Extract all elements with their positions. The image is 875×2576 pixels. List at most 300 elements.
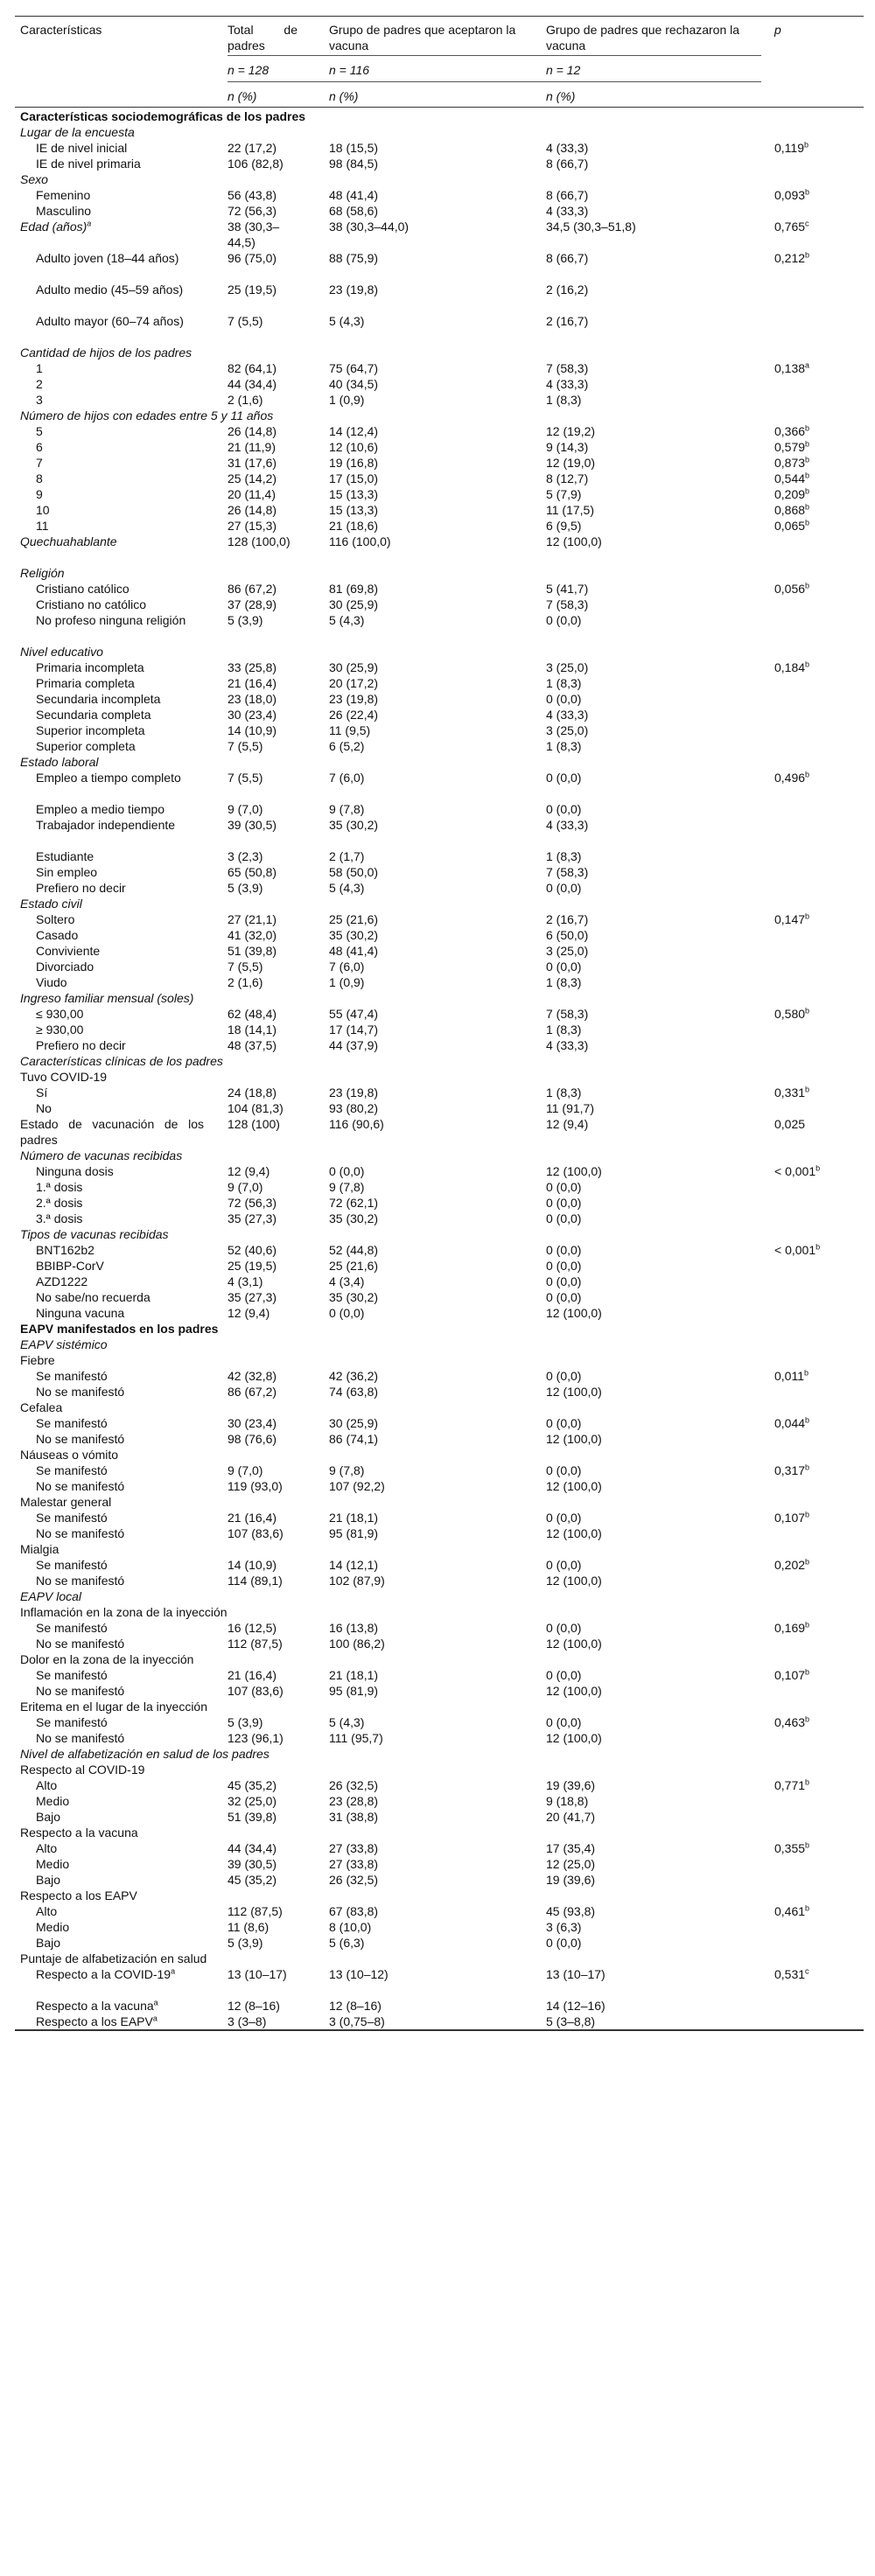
table-row [15, 738, 864, 754]
total-value: 5 (3,9) [228, 613, 263, 627]
rejected-value: 19 (39,6) [546, 1873, 596, 1887]
rejected-value: 12 (100,0) [546, 1574, 602, 1588]
accepted-value: 9 (7,8) [329, 1180, 365, 1194]
table-row [15, 691, 864, 707]
total-value: 123 (96,1) [228, 1731, 284, 1745]
row-label: Eritema en el lugar de la inyección [20, 1700, 208, 1714]
table-row [15, 1699, 864, 1714]
table-body [15, 108, 864, 2029]
table-row [15, 581, 864, 597]
total-value: 9 (7,0) [228, 802, 263, 816]
accepted-value: 31 (38,8) [329, 1810, 379, 1824]
total-value: 21 (16,4) [228, 1668, 277, 1682]
row-label: Se manifestó [36, 1463, 108, 1477]
footnote-marker: a [805, 360, 810, 370]
table-row [15, 1636, 864, 1651]
table-row [15, 1903, 864, 1919]
table-row [15, 534, 864, 565]
total-value: 107 (83,6) [228, 1526, 284, 1540]
rejected-value: 6 (9,5) [546, 519, 582, 533]
characteristics-table [15, 16, 864, 2031]
row-label: Respecto a la vacuna$^a$ [36, 1998, 158, 2013]
row-label: 7 [36, 456, 43, 470]
rejected-value: 4 (33,3) [546, 818, 589, 832]
row-label: Primaria incompleta [36, 660, 144, 674]
accepted-value: 30 (25,9) [329, 1416, 379, 1430]
p-value: 0,056$^b$ [774, 581, 810, 596]
table-row [15, 187, 864, 203]
row-label: Bajo [36, 1936, 61, 1950]
table-row [15, 2014, 864, 2029]
rejected-value: 34,5 (30,3–51,8) [546, 220, 636, 234]
row-label: 10 [36, 503, 50, 517]
row-label: 9 [36, 487, 43, 501]
p-value: 0,461$^b$ [774, 1903, 810, 1918]
row-label: Se manifestó [36, 1715, 108, 1729]
footnote-marker: c [805, 219, 809, 228]
accepted-value: 0 (0,0) [329, 1164, 365, 1178]
footnote-marker: b [805, 1557, 810, 1567]
row-label: Náuseas o vómito [20, 1448, 119, 1462]
accepted-value: 88 (75,9) [329, 251, 379, 265]
total-value: 96 (75,0) [228, 251, 277, 265]
rejected-value: 0 (0,0) [546, 692, 582, 706]
accepted-value: 86 (74,1) [329, 1432, 379, 1446]
total-value: 86 (67,2) [228, 582, 277, 596]
rejected-value: 1 (8,3) [546, 975, 582, 989]
rejected-value: 8 (66,7) [546, 157, 589, 171]
table-row [15, 219, 864, 250]
row-label: Estado civil [20, 897, 82, 911]
accepted-value: 52 (44,8) [329, 1243, 379, 1257]
total-value: 51 (39,8) [228, 944, 277, 958]
p-value: 0,209$^b$ [774, 486, 810, 501]
rejected-value: 0 (0,0) [546, 1511, 582, 1525]
row-label: Empleo a medio tiempo [36, 802, 165, 816]
total-value: 107 (83,6) [228, 1684, 284, 1698]
table-row [15, 1195, 864, 1211]
table-row [15, 1211, 864, 1226]
rejected-value: 3 (25,0) [546, 944, 589, 958]
total-value: 37 (28,9) [228, 597, 277, 611]
total-value: 25 (19,5) [228, 1259, 277, 1273]
table-row [15, 1163, 864, 1179]
rejected-value: 12 (19,0) [546, 456, 596, 470]
rejected-value: 12 (9,4) [546, 1117, 589, 1131]
total-value: 45 (35,2) [228, 1873, 277, 1887]
table-row [15, 1825, 864, 1840]
row-label: Primaria completa [36, 676, 135, 690]
row-label: No se manifestó [36, 1432, 125, 1446]
row-label: Masculino [36, 204, 92, 218]
accepted-value: 12 (8–16) [329, 1999, 382, 2013]
total-value: 104 (81,3) [228, 1101, 284, 1115]
total-value: 5 (3,9) [228, 1936, 263, 1950]
total-value: 3 (2,3) [228, 849, 263, 863]
row-label: Quechuahablante [20, 534, 117, 548]
total-value: 39 (30,5) [228, 818, 277, 832]
accepted-value: 111 (95,7) [329, 1731, 383, 1745]
p-value: 0,868$^b$ [774, 502, 810, 517]
header-n-accepted: n = 116 [329, 63, 370, 77]
table-row [15, 1888, 864, 1903]
row-label: Cefalea [20, 1400, 63, 1414]
row-label: Mialgia [20, 1542, 60, 1556]
row-label: Edad (años)$^a$ [20, 219, 92, 234]
table-row [15, 754, 864, 770]
row-label: BNT162b2 [36, 1243, 94, 1257]
accepted-value: 35 (30,2) [329, 818, 379, 832]
total-value: 82 (64,1) [228, 361, 277, 375]
accepted-value: 17 (15,0) [329, 471, 379, 485]
footnote-marker: b [805, 518, 810, 527]
table-row [15, 1321, 864, 1337]
rejected-value: 0 (0,0) [546, 1259, 582, 1273]
table-row [15, 880, 864, 896]
accepted-value: 5 (4,3) [329, 881, 365, 895]
row-label: Nivel de alfabetización en salud de los padres [20, 1747, 270, 1761]
rejected-value: 9 (18,8) [546, 1794, 589, 1808]
row-label: No [36, 1101, 52, 1115]
row-label: Adulto joven (18–44 años) [36, 251, 179, 265]
accepted-value: 5 (4,3) [329, 613, 365, 627]
header-accepted: Grupo de padres que aceptaron la vacuna [329, 23, 516, 52]
table-row [15, 1557, 864, 1573]
row-label: IE de nivel primaria [36, 157, 141, 171]
table-row [15, 313, 864, 345]
table-row [15, 376, 864, 392]
accepted-value: 116 (100,0) [329, 534, 391, 548]
total-value: 7 (5,5) [228, 771, 263, 785]
rejected-value: 0 (0,0) [546, 1274, 582, 1288]
total-value: 119 (93,0) [228, 1479, 283, 1493]
rejected-value: 8 (66,7) [546, 251, 589, 265]
row-label: Sexo [20, 172, 48, 186]
footnote-marker: b [804, 1368, 809, 1378]
total-value: 9 (7,0) [228, 1463, 263, 1477]
row-label: Respecto a la COVID-19$^a$ [36, 1966, 176, 1981]
accepted-value: 81 (69,8) [329, 582, 379, 596]
header-total: Total de padres [228, 23, 298, 52]
footnote-marker: a [87, 219, 92, 228]
p-value: 0,065$^b$ [774, 518, 810, 533]
total-value: 98 (76,6) [228, 1432, 277, 1446]
accepted-value: 74 (63,8) [329, 1385, 379, 1399]
row-label: Religión [20, 566, 65, 580]
rejected-value: 3 (25,0) [546, 660, 589, 674]
p-value: 0,873$^b$ [774, 455, 810, 470]
row-label: No se manifestó [36, 1684, 125, 1698]
row-label: Características clínicas de los padres [20, 1054, 223, 1068]
p-value: 0,771$^b$ [774, 1777, 810, 1792]
total-value: 25 (14,2) [228, 471, 277, 485]
row-label: Bajo [36, 1810, 61, 1824]
row-label: No profeso ninguna religión [36, 613, 186, 627]
table-row [15, 471, 864, 486]
table-row [15, 1793, 864, 1809]
row-label: Conviviente [36, 944, 101, 958]
row-label: 3.ª dosis [36, 1211, 83, 1225]
p-value: 0,580$^b$ [774, 1006, 810, 1021]
total-value: 12 (8–16) [228, 1999, 280, 2013]
accepted-value: 16 (13,8) [329, 1621, 379, 1635]
table-row [15, 1368, 864, 1384]
table-row [15, 455, 864, 471]
table-row [15, 1289, 864, 1305]
row-label: 11 [36, 519, 49, 533]
total-value: 21 (11,9) [228, 440, 276, 454]
table-row [15, 1856, 864, 1872]
row-label: EAPV local [20, 1589, 82, 1603]
accepted-value: 48 (41,4) [329, 188, 379, 202]
total-value: 44 (34,4) [228, 377, 277, 391]
header-n-total: n = 128 [228, 63, 270, 77]
rejected-value: 1 (8,3) [546, 1086, 582, 1100]
total-value: 35 (27,3) [228, 1290, 277, 1304]
table-row [15, 345, 864, 360]
total-value: 7 (5,5) [228, 314, 263, 328]
rejected-value: 12 (25,0) [546, 1857, 596, 1871]
row-label: IE de nivel inicial [36, 141, 128, 155]
total-value: 106 (82,8) [228, 157, 284, 171]
row-label: Alto [36, 1904, 58, 1918]
total-value: 41 (32,0) [228, 928, 277, 942]
row-label: 5 [36, 424, 43, 438]
p-value: 0,202$^b$ [774, 1557, 810, 1572]
footnote-marker: b [805, 1903, 810, 1913]
total-value: 13 (10–17) [228, 1967, 287, 1981]
footnote-marker: b [805, 439, 810, 449]
table-row [15, 1463, 864, 1478]
total-value: 20 (11,4) [228, 487, 276, 501]
total-value: 39 (30,5) [228, 1857, 277, 1871]
accepted-value: 35 (30,2) [329, 1211, 379, 1225]
rejected-value: 0 (0,0) [546, 802, 582, 816]
rejected-value: 3 (6,3) [546, 1920, 582, 1934]
header-pct-total: n (%) [228, 89, 257, 103]
p-value: 0,025 [774, 1117, 806, 1131]
table-row [15, 597, 864, 612]
rejected-value: 0 (0,0) [546, 1243, 582, 1257]
footnote-marker: a [153, 1998, 158, 2007]
accepted-value: 35 (30,2) [329, 1290, 379, 1304]
row-label: No se manifestó [36, 1526, 125, 1540]
total-value: 51 (39,8) [228, 1810, 277, 1824]
table-row [15, 1337, 864, 1352]
table-row [15, 817, 864, 848]
row-label: 8 [36, 471, 43, 485]
p-value: 0,463$^b$ [774, 1714, 810, 1729]
rejected-value: 17 (35,4) [546, 1841, 596, 1855]
table-row [15, 1541, 864, 1557]
row-label: Ninguna dosis [36, 1164, 114, 1178]
total-value: 25 (19,5) [228, 283, 277, 297]
table-row [15, 644, 864, 660]
accepted-value: 58 (50,0) [329, 865, 379, 879]
table-row [15, 1384, 864, 1400]
rejected-value: 1 (8,3) [546, 676, 582, 690]
table-row [15, 1053, 864, 1069]
accepted-value: 9 (7,8) [329, 1463, 365, 1477]
table-row [15, 1604, 864, 1620]
total-value: 65 (50,8) [228, 865, 277, 879]
total-value: 86 (67,2) [228, 1385, 277, 1399]
row-label: ≥ 930,00 [36, 1023, 84, 1037]
rejected-value: 0 (0,0) [546, 1211, 582, 1225]
table-row [15, 1809, 864, 1825]
rejected-value: 12 (100,0) [546, 1164, 602, 1178]
row-label: Cristiano católico [36, 582, 130, 596]
table-row [15, 423, 864, 439]
total-value: 2 (1,6) [228, 975, 263, 989]
table-row [15, 1116, 864, 1148]
accepted-value: 13 (10–12) [329, 1967, 388, 1981]
row-label: Femenino [36, 188, 91, 202]
table-row [15, 518, 864, 534]
table-row [15, 1651, 864, 1667]
row-label: Medio [36, 1857, 70, 1871]
accepted-value: 102 (87,9) [329, 1574, 385, 1588]
footnote-marker: b [805, 502, 810, 512]
total-value: 23 (18,0) [228, 692, 277, 706]
accepted-value: 9 (7,8) [329, 802, 365, 816]
rejected-value: 0 (0,0) [546, 1416, 582, 1430]
row-label: Se manifestó [36, 1668, 108, 1682]
table-row [15, 1258, 864, 1274]
table-row [15, 896, 864, 911]
p-value: 0,119$^b$ [774, 140, 809, 155]
total-value: 21 (16,4) [228, 1511, 277, 1525]
table-row [15, 1400, 864, 1415]
table-row [15, 974, 864, 990]
accepted-value: 26 (22,4) [329, 708, 379, 722]
p-value: 0,496$^b$ [774, 770, 810, 785]
footnote-marker: b [805, 1714, 810, 1724]
accepted-value: 35 (30,2) [329, 928, 379, 942]
row-label: Divorciado [36, 960, 94, 974]
row-label: Inflamación en la zona de la inyección [20, 1605, 228, 1619]
p-value: 0,531$^c$ [774, 1966, 809, 1981]
table-row [15, 1431, 864, 1447]
accepted-value: 40 (34,5) [329, 377, 379, 391]
accepted-value: 14 (12,1) [329, 1558, 379, 1572]
row-label: Se manifestó [36, 1511, 108, 1525]
accepted-value: 23 (19,8) [329, 283, 379, 297]
table-row [15, 927, 864, 943]
accepted-value: 0 (0,0) [329, 1306, 365, 1320]
p-value: 0,044$^b$ [774, 1415, 810, 1430]
footnote-marker: b [805, 187, 810, 197]
table-row [15, 1573, 864, 1588]
row-label: Tipos de vacunas recibidas [20, 1227, 169, 1241]
rejected-value: 0 (0,0) [546, 1558, 582, 1572]
rejected-value: 12 (100,0) [546, 1637, 602, 1651]
table-row [15, 612, 864, 644]
rejected-value: 4 (33,3) [546, 204, 589, 218]
accepted-value: 8 (10,0) [329, 1920, 372, 1934]
rejected-value: 45 (93,8) [546, 1904, 596, 1918]
p-value: < 0,001$^b$ [774, 1242, 821, 1257]
rejected-value: 13 (10–17) [546, 1967, 606, 1981]
rejected-value: 12 (100,0) [546, 1479, 602, 1493]
rejected-value: 20 (41,7) [546, 1810, 596, 1824]
footnote-marker: b [804, 140, 809, 150]
table-row [15, 203, 864, 219]
table-row [15, 1447, 864, 1463]
total-value: 5 (3,9) [228, 1715, 263, 1729]
accepted-value: 17 (14,7) [329, 1023, 379, 1037]
table-row [15, 1714, 864, 1730]
rejected-value: 11 (91,7) [546, 1101, 594, 1115]
accepted-value: 18 (15,5) [329, 141, 379, 155]
p-value: 0,544$^b$ [774, 471, 810, 485]
table-row [15, 1274, 864, 1289]
table-row [15, 486, 864, 502]
p-value: < 0,001$^b$ [774, 1163, 821, 1178]
accepted-value: 116 (90,6) [329, 1117, 384, 1131]
accepted-value: 23 (19,8) [329, 1086, 379, 1100]
table-row [15, 502, 864, 518]
accepted-value: 100 (86,2) [329, 1637, 385, 1651]
rejected-value: 0 (0,0) [546, 1715, 582, 1729]
table-row [15, 1305, 864, 1321]
footnote-marker: b [805, 1085, 810, 1094]
rejected-value: 0 (0,0) [546, 1668, 582, 1682]
footnote-marker: b [805, 455, 810, 464]
accepted-value: 5 (6,3) [329, 1936, 365, 1950]
table-row [15, 801, 864, 817]
accepted-value: 7 (6,0) [329, 960, 365, 974]
table-row [15, 360, 864, 376]
total-value: 128 (100) [228, 1117, 280, 1131]
rejected-value: 0 (0,0) [546, 1936, 582, 1950]
row-label: Se manifestó [36, 1416, 108, 1430]
table-row [15, 171, 864, 187]
p-value: 0,331$^b$ [774, 1085, 810, 1100]
accepted-value: 93 (80,2) [329, 1101, 379, 1115]
accepted-value: 15 (13,3) [329, 503, 379, 517]
table-row [15, 1006, 864, 1022]
footnote-marker: a [152, 2014, 158, 2023]
total-value: 44 (34,4) [228, 1841, 277, 1855]
footnote-marker: b [805, 660, 810, 669]
total-value: 5 (3,9) [228, 881, 263, 895]
rejected-value: 4 (33,3) [546, 141, 589, 155]
rejected-value: 12 (100,0) [546, 1526, 602, 1540]
total-value: 35 (27,3) [228, 1211, 277, 1225]
accepted-value: 3 (0,75–8) [329, 2014, 385, 2028]
row-label: Medio [36, 1794, 70, 1808]
total-value: 72 (56,3) [228, 204, 277, 218]
rejected-value: 12 (100,0) [546, 1385, 602, 1399]
rejected-value: 0 (0,0) [546, 1180, 582, 1194]
row-label: ≤ 930,00 [36, 1007, 84, 1021]
row-label: Ninguna vacuna [36, 1306, 125, 1320]
table-row [15, 1494, 864, 1510]
table-row [15, 1588, 864, 1604]
table-row [15, 250, 864, 282]
footnote-marker: b [805, 423, 810, 433]
row-label: Características sociodemográficas de los padres [20, 109, 306, 123]
rejected-value: 4 (33,3) [546, 377, 589, 391]
accepted-value: 23 (28,8) [329, 1794, 379, 1808]
total-value: 7 (5,5) [228, 739, 263, 753]
table-row [15, 1525, 864, 1541]
table-header [15, 16, 864, 108]
row-label: 3 [36, 393, 43, 407]
row-label: Respecto a la vacuna [20, 1826, 138, 1840]
header-p: p [774, 23, 781, 37]
